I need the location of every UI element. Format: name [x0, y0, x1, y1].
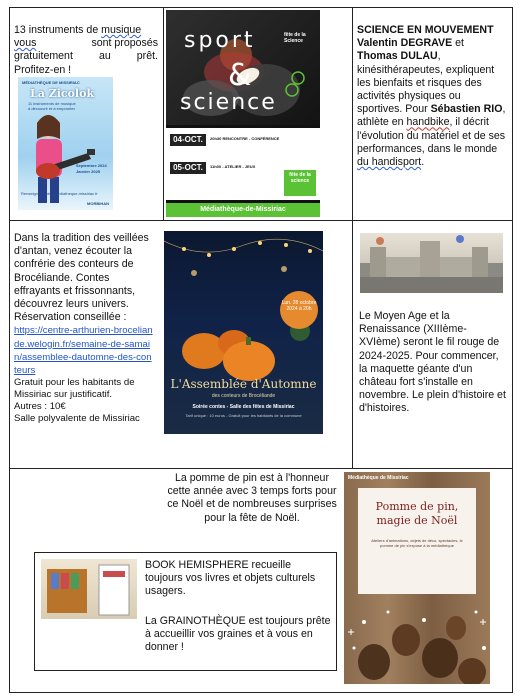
pomme-de-pin-poster [344, 472, 490, 684]
zicolok-dates: Septembre 2024 [76, 163, 107, 168]
pine-cones-illustration [344, 472, 490, 684]
reservation-label: Réservation conseillée : [14, 311, 127, 324]
autumn-date-badge: Lun. 28 octobre 2024 à 20h [280, 291, 318, 329]
fete-science-badge: fête de la science [284, 170, 316, 196]
zicolok-subtitle: 11 instruments de musique à découvrir et à emprunter [28, 101, 76, 111]
grid-row1-bottom [9, 220, 513, 221]
ampersand: & [228, 58, 252, 93]
sport-title: sport [184, 28, 256, 53]
zicolok-brand: MORBIHAN [87, 201, 109, 206]
book-hemisphere-text: BOOK HEMISPHERE recueille toujours vos livres et objets culturels usagers. [145, 559, 316, 598]
zicolok-title: La Zicolok [30, 87, 95, 100]
book-shelf-illustration [41, 559, 137, 619]
event-2: 11h00 - ATELIER - JEUX [210, 164, 256, 169]
grid-top [9, 7, 513, 8]
event-1: 20h30 RENCONTRE - CONFÉRENCE [210, 136, 280, 141]
autumn-subtitle: des conteurs de Brocéliande [211, 393, 276, 399]
autumn-small: Tarif unique : 10 euros - Gratuit pour les habitants de la commune [185, 413, 302, 418]
music-text: 13 instruments de musique vous sont proposés gratuitement au prêt. Profitez-en ! [14, 24, 158, 76]
assemblee-automne-poster [164, 231, 323, 434]
chateau-model-illustration [360, 233, 503, 293]
venue: Salle polyvalente de Missiriac [14, 413, 140, 425]
science-text: SCIENCE EN MOUVEMENT Valentin DEGRAVE et Thomas DULAU, kinésithérapeutes, expliquent les bienfaits et risques des activités physiques ou sportives. Pour Sébastien RIO, athlète en handbike, il décrit l'évolution du matériel et de ses performances, dans le monde du handisport. [357, 24, 506, 169]
veillees-text [14, 232, 154, 425]
autumn-line: Soirée contes - Salle des fêtes de Missiriac [192, 404, 295, 410]
moyen-age-text: Le Moyen Age et la Renaissance (XIIIème-XVIème) seront le fil rouge de 2024-2025. Pour commencer, la maquette géante d'un château fort s'installe en novembre. Le plein d'histoire et d'histoires. [359, 310, 506, 415]
pin-poster-title: Pomme de pin, magie de Noël [375, 500, 459, 527]
chateau-photo [360, 233, 503, 293]
grid-col1 [163, 7, 164, 221]
science-title: science [180, 90, 277, 115]
zicolok-top-label: MÉDIATHÈQUE DE MISSIRIAC [22, 80, 80, 85]
grid-bottom [9, 692, 513, 693]
grainotheque-text: La GRAINOTHÈQUE est toujours prête à accueillir vos graines et à vous en donner ! [145, 615, 331, 654]
autumn-title: L'Assemblée d'Automne [170, 377, 317, 391]
date-badge-1: 04-OCT. [170, 134, 206, 146]
zicolok-contact: Renseignements : mediatheque.missiriac.fr [21, 191, 98, 196]
pin-poster-top: Médiathèque de Missiriac [348, 475, 409, 481]
sport-poster-footer: Médiathèque-de-Missiriac [166, 203, 320, 217]
date-badge-2: 05-OCT. [170, 162, 206, 174]
grid-row2-bottom [9, 468, 513, 469]
free-note: Gratuit pour les habitants de Missiriac sur justificatif. [14, 377, 135, 401]
grid-left [9, 7, 10, 693]
reservation-link[interactable]: https://centre-arthurien-broceliande.welogin.fr/semaine-de-samain/assemblee-dautomne-des-conteurs [14, 325, 153, 377]
veillees-intro: Dans la tradition des veillées d'antan, venez écouter la confrérie des conteurs de Brocéliande. Contes effrayants et frissonnants, découvrez leurs univers. [14, 232, 149, 311]
grid-col3 [352, 220, 353, 469]
book-box [34, 552, 337, 671]
price-other: Autres : 10€ [14, 401, 66, 413]
grid-right [512, 7, 513, 693]
book-hemisphere-photo [41, 559, 137, 619]
fete-science-label: fête de la Science [284, 32, 306, 44]
pin-poster-sub: Ateliers d'animations, objets de déco, spectacles, le pomme de pin s'expose à la médiathèque [371, 538, 463, 548]
sport-science-poster [166, 10, 320, 217]
pin-text: La pomme de pin est à l'honneur cette année avec 3 temps forts pour ce Noël et de nombreuses surprises pour la fête de Noël. [167, 472, 337, 524]
zicolok-poster [18, 77, 113, 210]
grid-col2 [352, 7, 353, 221]
zicolok-dates2: Janvier 2025 [76, 169, 101, 174]
